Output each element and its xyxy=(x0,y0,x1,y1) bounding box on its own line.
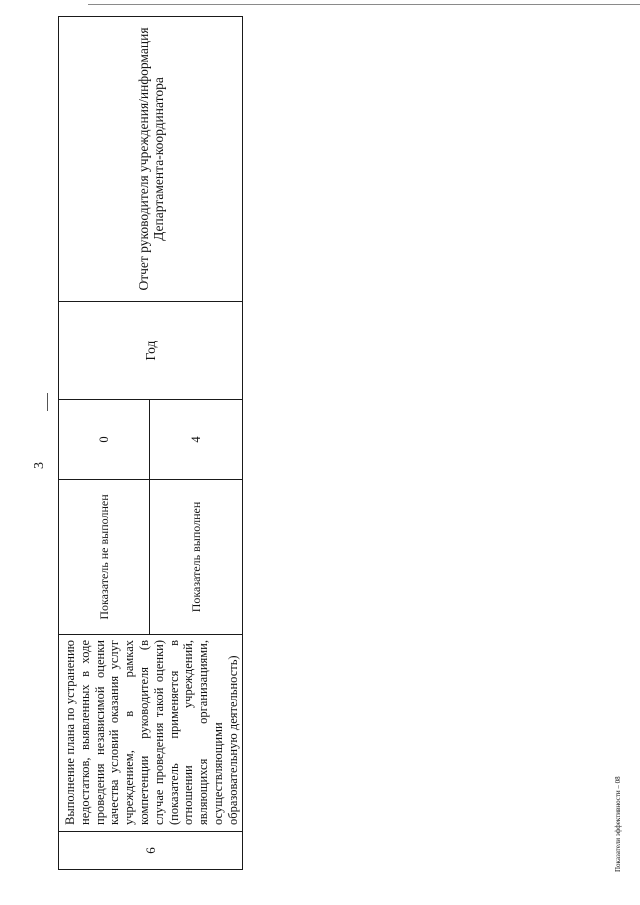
score-not-met-value: 0 xyxy=(97,436,111,443)
scan-edge-line xyxy=(88,4,640,5)
condition-not-met-cell xyxy=(59,479,150,634)
source-line: Отчет руководителя учреждения/информация xyxy=(135,27,151,291)
description-line: проведения независимой оценки xyxy=(92,640,107,825)
description-line: недостатков, выявленных в ходе xyxy=(77,640,92,825)
description-line: качества условий оказания услуг xyxy=(107,640,122,825)
description-line: учреждением, в рамках xyxy=(122,640,137,825)
period-value: Год xyxy=(142,340,158,361)
score-not-met-cell xyxy=(59,399,150,479)
condition-met-cell xyxy=(150,479,242,634)
description-line: Выполнение плана по устранению xyxy=(63,640,77,825)
page-number: 3 xyxy=(32,462,47,469)
indicator-description-cell xyxy=(59,634,242,831)
description-line: компетенции руководителя (в xyxy=(136,640,151,825)
description-line: образовательную деятельность) xyxy=(225,655,240,825)
condition-not-met-label: Показатель не выполнен xyxy=(97,494,111,620)
score-met-value: 4 xyxy=(189,436,203,443)
period-cell xyxy=(59,301,242,399)
description-line: отношении учреждений, xyxy=(181,640,196,825)
source-line: Департамента-координатора xyxy=(150,77,166,241)
margin-tick-mark xyxy=(47,393,48,411)
description-line: (показатель применяется в xyxy=(166,640,181,825)
footer-label: Показатели эффективности – 08 xyxy=(614,776,622,872)
source-cell xyxy=(59,17,242,301)
row-number-cell xyxy=(59,831,242,869)
description-line: осуществляющими xyxy=(210,722,225,825)
indicator-table xyxy=(58,16,243,870)
row-number: 6 xyxy=(142,847,158,854)
condition-met-label: Показатель выполнен xyxy=(189,501,203,613)
description-line: случае проведения такой оценки) xyxy=(151,640,166,825)
score-met-cell xyxy=(150,399,242,479)
description-line: являющихся организациями, xyxy=(196,640,211,825)
